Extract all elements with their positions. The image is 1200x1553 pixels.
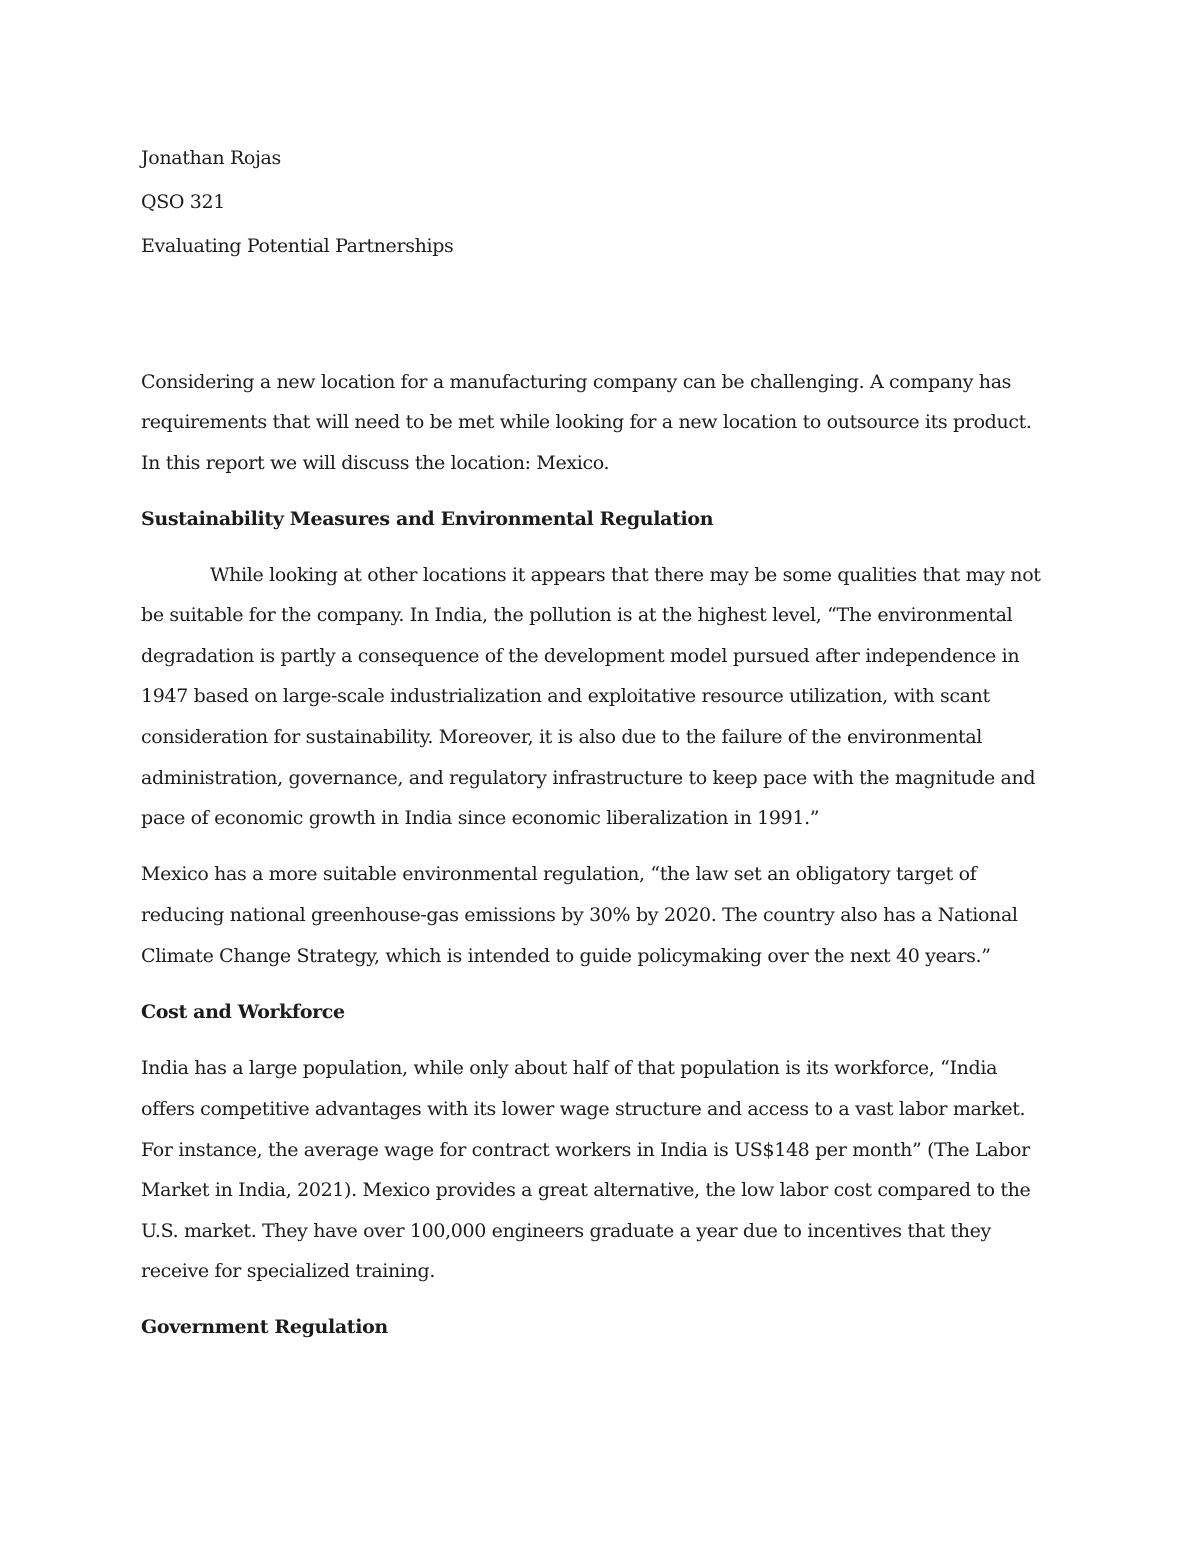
paragraph-line: For instance, the average wage for contract workers in India is US$148 per month” (The Labor (141, 1139, 1030, 1161)
paragraph-line: U.S. market. They have over 100,000 engineers graduate a year due to incentives that they (141, 1220, 991, 1242)
paragraph-line: Mexico has a more suitable environmental regulation, “the law set an obligatory target of (141, 863, 977, 885)
paragraph-line: Climate Change Strategy, which is intended to guide policymaking over the next 40 years.” (141, 945, 991, 967)
intro-line: requirements that will need to be met while looking for a new location to outsource its product. (141, 411, 1032, 433)
section-heading-cost: Cost and Workforce (141, 1001, 345, 1023)
paragraph-line: While looking at other locations it appears that there may be some qualities that may not (210, 564, 1041, 586)
intro-line: Considering a new location for a manufacturing company can be challenging. A company has (141, 371, 1012, 393)
paragraph-line: Market in India, 2021). Mexico provides a great alternative, the low labor cost compared to the (141, 1179, 1031, 1201)
paragraph-line: consideration for sustainability. Moreover, it is also due to the failure of the environmental (141, 726, 983, 748)
paragraph-line: degradation is partly a consequence of the development model pursued after independence in (141, 645, 1020, 667)
author-name: Jonathan Rojas (141, 147, 281, 169)
section-heading-government: Government Regulation (141, 1316, 388, 1338)
paragraph-line: administration, governance, and regulatory infrastructure to keep pace with the magnitude and (141, 767, 1036, 789)
paragraph-line: offers competitive advantages with its lower wage structure and access to a vast labor market. (141, 1098, 1026, 1120)
paragraph-line: reducing national greenhouse-gas emissions by 30% by 2020. The country also has a National (141, 904, 1018, 926)
paragraph-line: pace of economic growth in India since economic liberalization in 1991.” (141, 807, 820, 829)
paragraph-line: be suitable for the company. In India, the pollution is at the highest level, “The environmental (141, 604, 1013, 626)
paragraph-line: 1947 based on large-scale industrialization and exploitative resource utilization, with scant (141, 685, 990, 707)
paragraph-line: India has a large population, while only about half of that population is its workforce, “India (141, 1057, 998, 1079)
intro-line: In this report we will discuss the location: Mexico. (141, 452, 610, 474)
document-title: Evaluating Potential Partnerships (141, 235, 454, 257)
course-code: QSO 321 (141, 191, 226, 213)
section-heading-sustainability: Sustainability Measures and Environmental Regulation (141, 508, 714, 530)
paragraph-line: receive for specialized training. (141, 1260, 436, 1282)
